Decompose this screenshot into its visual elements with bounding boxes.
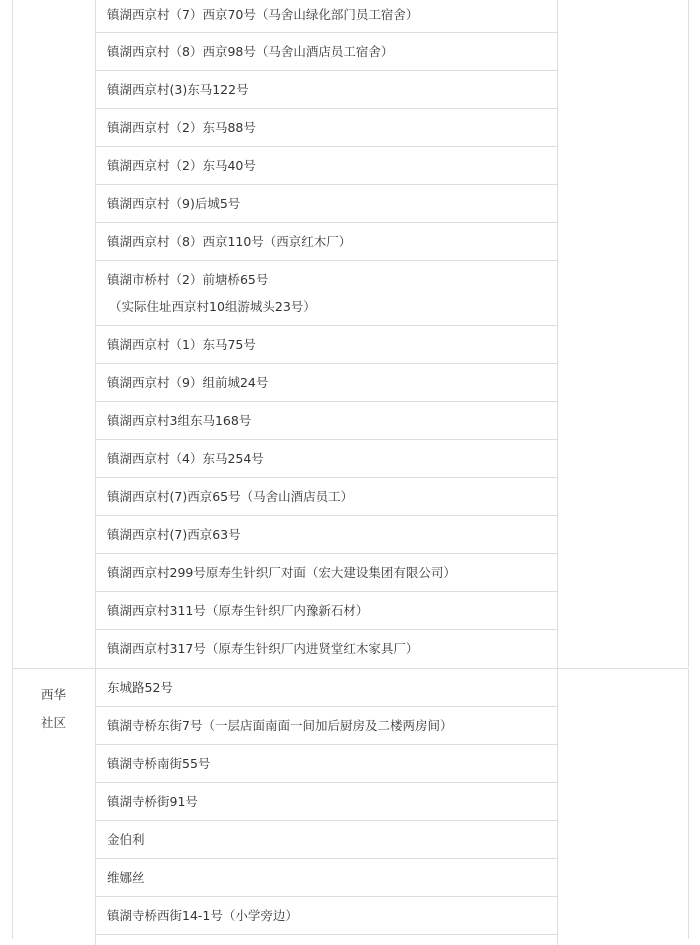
address-text: 镇湖西京村299号原寿生针织厂对面（宏大建设集团有限公司） bbox=[107, 565, 456, 580]
table-row bbox=[95, 478, 558, 516]
address-text: 镇湖寺桥东街7号（一层店面南面一间加后厨房及二楼两房间） bbox=[107, 718, 453, 733]
table-row bbox=[95, 516, 558, 554]
empty-right-cell bbox=[558, 0, 689, 668]
table-row bbox=[95, 261, 558, 326]
table-row bbox=[95, 745, 558, 783]
community-cell bbox=[12, 0, 96, 668]
table-row bbox=[95, 109, 558, 147]
address-text: 镇湖市桥村（2）前塘桥65号 bbox=[107, 272, 269, 287]
table-row bbox=[95, 33, 558, 71]
table-row bbox=[95, 402, 558, 440]
address-group-xihua bbox=[12, 669, 688, 939]
address-text: 镇湖寺桥街91号 bbox=[107, 794, 198, 809]
address-text: 镇湖西京村（2）东马40号 bbox=[107, 158, 256, 173]
address-text: 镇湖西京村317号（原寿生针织厂内进贤堂红木家具厂） bbox=[107, 641, 419, 656]
address-group-xijing bbox=[12, 0, 688, 668]
address-text: 金伯利 bbox=[107, 832, 145, 847]
address-text: 镇湖西京村（9)后城5号 bbox=[107, 196, 241, 211]
address-text-multiline bbox=[107, 271, 316, 315]
table-row bbox=[95, 185, 558, 223]
table-row bbox=[95, 821, 558, 859]
empty-right-cell bbox=[558, 669, 689, 939]
table-row bbox=[95, 707, 558, 745]
table-row bbox=[95, 935, 558, 945]
address-text: 维娜丝 bbox=[107, 870, 145, 885]
address-text: 镇湖西京村311号（原寿生针织厂内豫新石材） bbox=[107, 603, 369, 618]
address-text: 镇湖寺桥西街14-1号（小学旁边） bbox=[107, 908, 298, 923]
address-text: 东城路52号 bbox=[107, 680, 173, 695]
community-label: 西华 社区 bbox=[41, 687, 67, 730]
address-note: （实际住址西京村10组游城头23号） bbox=[109, 299, 316, 314]
table-row bbox=[95, 147, 558, 185]
address-text: 镇湖西京村(7)西京65号（马舍山酒店员工） bbox=[107, 489, 354, 504]
table-row bbox=[95, 859, 558, 897]
table-row bbox=[95, 0, 558, 33]
table-row bbox=[95, 223, 558, 261]
table-row bbox=[95, 71, 558, 109]
table-row bbox=[95, 897, 558, 935]
table-row bbox=[95, 669, 558, 707]
address-text: 镇湖西京村（4）东马254号 bbox=[107, 451, 264, 466]
address-text: 镇湖西京村(7)西京63号 bbox=[107, 527, 241, 542]
table-row bbox=[95, 554, 558, 592]
address-text: 镇湖西京村（7）西京70号（马舍山绿化部门员工宿舍） bbox=[107, 7, 419, 22]
table-row bbox=[95, 630, 558, 668]
table-row bbox=[95, 783, 558, 821]
address-text: 镇湖西京村(3)东马122号 bbox=[107, 82, 249, 97]
address-text: 镇湖西京村（9）组前城24号 bbox=[107, 375, 269, 390]
address-text: 镇湖西京村（8）西京110号（西京红木厂） bbox=[107, 234, 352, 249]
table-row bbox=[95, 592, 558, 630]
address-rows bbox=[95, 0, 558, 668]
table-row bbox=[95, 326, 558, 364]
address-text: 镇湖西京村（2）东马88号 bbox=[107, 120, 256, 135]
table-row bbox=[95, 440, 558, 478]
address-text: 镇湖西京村（1）东马75号 bbox=[107, 337, 256, 352]
address-rows bbox=[95, 669, 558, 945]
address-text: 镇湖西京村（8）西京98号（马舍山酒店员工宿舍） bbox=[107, 44, 394, 59]
address-text: 镇湖西京村3组东马168号 bbox=[107, 413, 252, 428]
table-row bbox=[95, 364, 558, 402]
community-cell bbox=[12, 669, 96, 939]
address-text: 镇湖寺桥南街55号 bbox=[107, 756, 211, 771]
